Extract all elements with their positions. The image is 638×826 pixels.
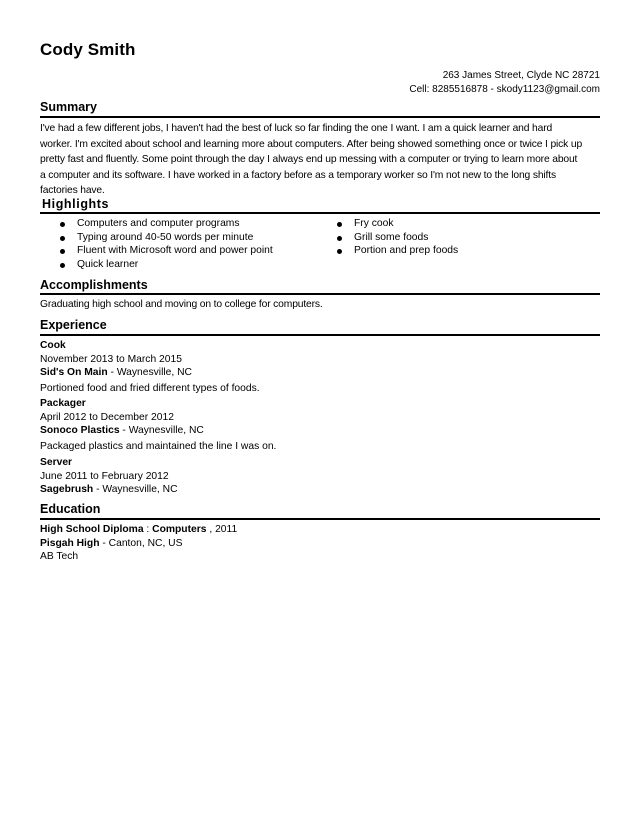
other-education: AB Tech bbox=[40, 551, 79, 563]
accomplishments-heading: Accomplishments bbox=[40, 278, 148, 292]
job-title: Packager bbox=[40, 398, 86, 409]
job-employer-line bbox=[40, 366, 260, 380]
job-employer-line bbox=[40, 424, 276, 438]
degree-field: Computers bbox=[152, 524, 207, 535]
job-title: Cook bbox=[40, 340, 66, 351]
job-dates: June 2011 to February 2012 bbox=[40, 470, 169, 482]
job-entry-server bbox=[40, 456, 178, 497]
education-rule bbox=[40, 518, 600, 520]
job-dates: November 2013 to March 2015 bbox=[40, 353, 182, 365]
address: 263 James Street, Clyde NC 28721 bbox=[442, 70, 600, 81]
job-location: - Waynesville, NC bbox=[107, 367, 192, 379]
highlights-heading: Highlights bbox=[42, 197, 110, 211]
list-item: Fluent with Microsoft word and power point bbox=[60, 244, 273, 258]
job-title: Server bbox=[40, 457, 73, 468]
summary-text: I've had a few different jobs, I haven't had the best of luck so far finding the one I want. I am a quick learner and hard worker. I'm excited about school and learning more about computers. After being showed something once or twice I pick up pretty fast and fluently. Some point through the day I always end up messing with a computer or trying to learn more about a computer and its software. I have worked in a factory before as a temporary worker so I'm not new to the long shifts factories have. bbox=[40, 123, 583, 197]
job-location: - Waynesville, NC bbox=[119, 425, 204, 437]
list-item: Fry cook bbox=[337, 217, 458, 231]
highlights-rule bbox=[40, 212, 600, 214]
job-entry-packager bbox=[40, 397, 276, 453]
education-heading: Education bbox=[40, 502, 101, 516]
school-name: Pisgah High bbox=[40, 537, 100, 549]
degree-line bbox=[40, 523, 237, 537]
degree-year: , 2011 bbox=[206, 524, 238, 535]
job-employer: Sid's On Main bbox=[40, 367, 108, 379]
degree: High School Diploma bbox=[40, 524, 144, 535]
highlights-list-right bbox=[337, 217, 458, 258]
list-item: Computers and computer programs bbox=[60, 217, 273, 231]
contact-block bbox=[409, 69, 600, 97]
job-location: - Waynesville, NC bbox=[93, 484, 178, 496]
list-item: Typing around 40-50 words per minute bbox=[60, 231, 273, 245]
job-employer: Sonoco Plastics bbox=[40, 425, 120, 437]
experience-heading: Experience bbox=[40, 318, 107, 332]
phone-email: Cell: 8285516878 - skody1123@gmail.com bbox=[409, 84, 600, 95]
school-location: - Canton, NC, US bbox=[99, 537, 183, 549]
candidate-name: Cody Smith bbox=[40, 40, 136, 59]
accomplishments-text: Graduating high school and moving on to college for computers. bbox=[40, 299, 323, 310]
job-employer-line bbox=[40, 483, 178, 497]
education-block bbox=[40, 523, 237, 564]
experience-rule bbox=[40, 334, 600, 336]
list-item: Grill some foods bbox=[337, 231, 458, 245]
job-entry-cook bbox=[40, 339, 260, 395]
job-employer: Sagebrush bbox=[40, 484, 94, 496]
degree-separator: : bbox=[143, 524, 153, 535]
summary-heading: Summary bbox=[40, 100, 97, 114]
highlights-list-left bbox=[60, 217, 273, 271]
job-dates: April 2012 to December 2012 bbox=[40, 411, 174, 423]
summary-rule bbox=[40, 116, 600, 118]
accomplishments-rule bbox=[40, 293, 600, 295]
list-item: Quick learner bbox=[60, 258, 273, 272]
school-line bbox=[40, 537, 237, 551]
job-description: Portioned food and fried different types of foods. bbox=[40, 382, 260, 394]
job-description: Packaged plastics and maintained the line I was on. bbox=[40, 440, 277, 452]
list-item: Portion and prep foods bbox=[337, 244, 458, 258]
